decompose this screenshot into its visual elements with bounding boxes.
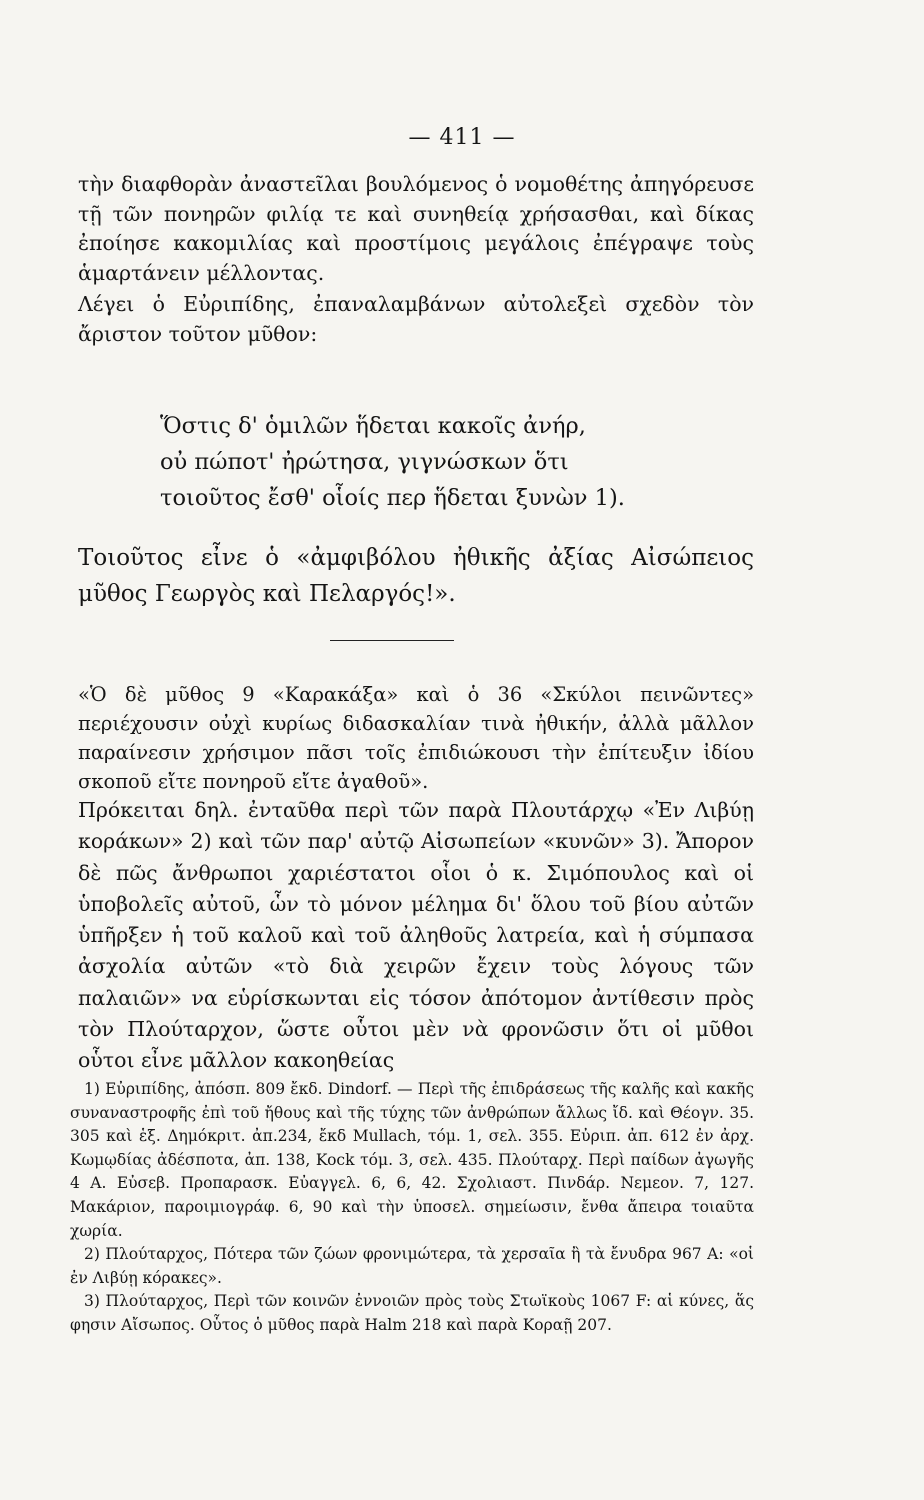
quote-paragraph: «Ὁ δὲ μῦθος 9 «Καρακάξα» καὶ ὁ 36 «Σκύλοι πεινῶντες» περιέχουσιν οὐχὶ κυρίως διδασκαλίαν τινὰ ἠθικήν, ἀλλὰ μᾶλλον παραίνεσιν χρήσιμον πᾶσι τοῖς ἐπιδιώκουσι τὴν ἐπίτευξιν ἰδίου σκοποῦ εἴτε πονηροῦ εἴτε ἀγαθοῦ». bbox=[78, 683, 754, 793]
footnote-1: 1) Εὐριπίδης, ἀπόσπ. 809 ἔκδ. Dindorf. — Περὶ τῆς ἐπιδράσεως τῆς καλῆς καὶ κακῆς συναναστροφῆς ἐπὶ τοῦ ἤθους καὶ τῆς τύχης τῶν ἀνθρώπων ἄλλως ἴδ. καὶ Θέογν. 35. 305 καὶ ἑξ. Δημόκριτ. ἀπ.234, ἔκδ Mullach, τόμ. 1, σελ. 355. Εὐριπ. ἀπ. 612 ἐν ἀρχ. Κωμῳδίας ἀδέσποτα, ἀπ. 138, Kock τόμ. 3, σελ. 435. Πλούταρχ. Περὶ παίδων ἀγωγῆς 4 A. Εὐσεβ. Προπαρασκ. Εὐαγγελ. 6, 6, 42. Σχολιαστ. Πινδάρ. Νεμεον. 7, 127. Μακάριον, παροιμιογράφ. 6, 90 καὶ τὴν ὑποσελ. σημείωσιν, ἔνθα ἄπειρα τοιαῦτα χωρία. bbox=[70, 1080, 754, 1240]
after-poem-paragraph: Τοιοῦτος εἶνε ὁ «ἀμφιβόλου ἠθικῆς ἀξίας Αἰσώπειος μῦθος Γεωργὸς καὶ Πελαργός!». bbox=[78, 545, 754, 607]
intro-paragraph: τὴν διαφθορὰν ἀναστεῖλαι βουλόμενος ὁ νομοθέτης ἀπηγόρευσε τῇ τῶν πονηρῶν φιλίᾳ τε καὶ συνηθείᾳ χρήσασθαι, καὶ δίκας ἐποίησε κακομιλίας καὶ προστίμοις μεγάλοις ἐπέγραψε τοὺς ἁμαρτάνειν μέλλοντας. bbox=[78, 172, 754, 285]
verse-line: οὐ πώποτ' ἠρώτησα, γιγνώσκων ὅτι bbox=[160, 449, 569, 475]
main-text-block bbox=[78, 795, 754, 1077]
footnote-3: 3) Πλούταρχος, Περὶ τῶν κοινῶν ἐννοιῶν πρὸς τοὺς Στωϊκοὺς 1067 F: αἱ κύνες, ἅς φησιν Αἴσωπος. Οὗτος ὁ μῦθος παρὰ Halm 218 καὶ παρὰ Κοραῇ 207. bbox=[70, 1292, 754, 1334]
verse-line: τοιοῦτος ἔσθ' οἷοίς περ ἥδεται ξυνὼν 1). bbox=[160, 485, 625, 511]
verse-line: Ὅστις δ' ὁμιλῶν ἥδεται κακοῖς ἀνήρ, bbox=[160, 413, 586, 439]
intro-text-block bbox=[78, 170, 754, 349]
section-divider bbox=[330, 640, 454, 641]
footnote-2: 2) Πλούταρχος, Πότερα τῶν ζώων φρονιμώτερα, τὰ χερσαῖα ἢ τὰ ἔνυδρα 967 A: «οἱ ἐν Λιβύῃ κόρακες». bbox=[70, 1245, 754, 1287]
quoted-block bbox=[78, 680, 754, 796]
euripides-verse bbox=[160, 408, 720, 516]
after-poem-block bbox=[78, 540, 754, 612]
main-paragraph: Πρόκειται δηλ. ἐνταῦθα περὶ τῶν παρὰ Πλουτάρχῳ «Ἐν Λιβύῃ κοράκων» 2) καὶ τῶν παρ' αὐτῷ Αἰσωπείων «κυνῶν» 3). Ἄπορον δὲ πῶς ἄνθρωποι χαριέστατοι οἷοι ὁ κ. Σιμόπουλος καὶ οἱ ὑποβολεῖς αὐτοῦ, ὧν τὸ μόνον μέλημα δι' ὅλου τοῦ βίου αὐτῶν ὑπῆρξεν ἡ τοῦ καλοῦ καὶ τοῦ ἀληθοῦς λατρεία, καὶ ἡ σύμπασα ἀσχολία αὐτῶν «τὸ διὰ χειρῶν ἔχειν τοὺς λόγους τῶν παλαιῶν» να εὑρίσκωνται εἰς τόσον ἀπότομον ἀντίθεσιν πρὸς τὸν Πλούταρχον, ὥστε οὗτοι μὲν νὰ φρονῶσιν ὅτι οἱ μῦθοι οὗτοι εἶνε μᾶλλον κακοηθείας bbox=[78, 798, 754, 1073]
page-number: — 411 — bbox=[408, 125, 516, 150]
footnotes bbox=[70, 1078, 754, 1338]
euripides-intro-paragraph: Λέγει ὁ Εὐριπίδης, ἐπαναλαμβάνων αὐτολεξεὶ σχεδὸν τὸν ἄριστον τοῦτον μῦθον: bbox=[78, 292, 754, 346]
